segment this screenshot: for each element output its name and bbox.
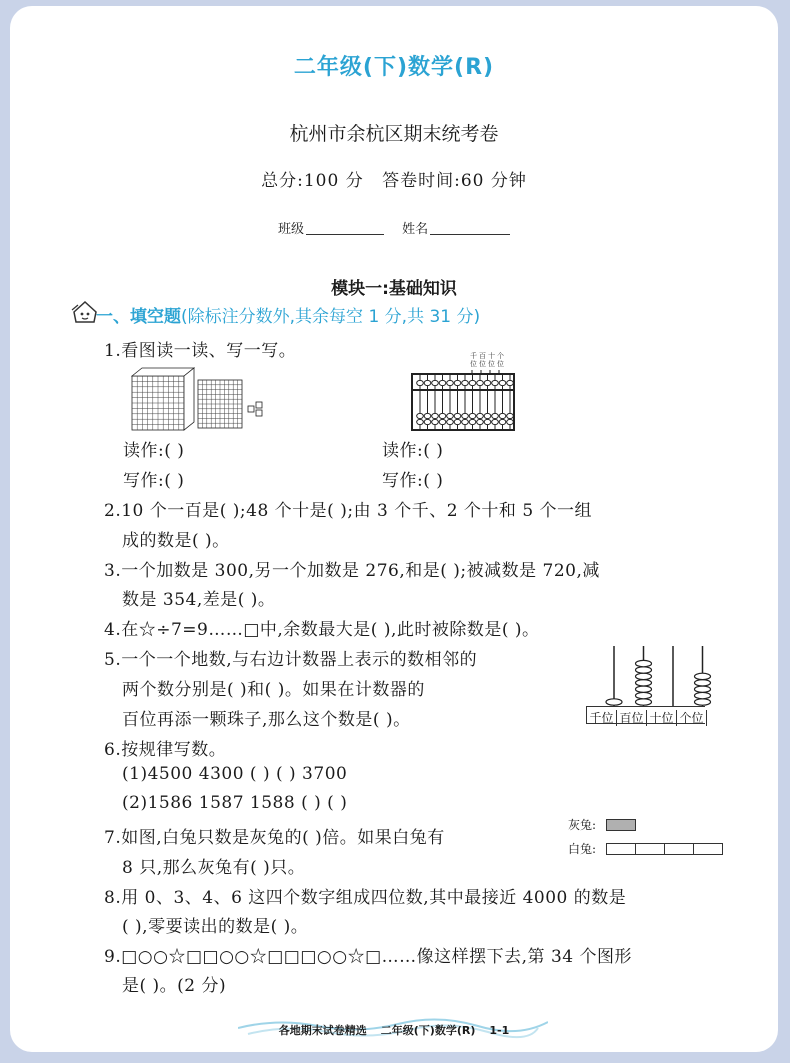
question-9-line-1: 9.□○○☆□□○○☆□□□○○☆□……像这样摆下去,第 34 个图形 (104, 947, 632, 967)
question-9-line-2: 是( )。(2 分) (122, 976, 227, 996)
abacus-place-label: 个 位 (497, 352, 504, 368)
exam-time: 答卷时间:60 分钟 (382, 171, 527, 191)
q1-read-right: 读作:( ) (382, 441, 444, 461)
name-label: 姓名 (402, 222, 429, 237)
question-5-line-1: 5.一个一个地数,与右边计数器上表示的数相邻的 (104, 650, 478, 670)
counter-bead (695, 673, 711, 679)
section-note: (除标注分数外,其余每空 1 分,共 31 分) (181, 307, 481, 327)
white-rabbit-segment (665, 843, 694, 855)
white-rabbit-bar (606, 843, 723, 853)
exam-title: 二年级(下)数学(R) (293, 55, 495, 80)
counter-place-cell: 千位 (587, 710, 617, 726)
question-6-part-1: (1)4500 4300 ( ) ( ) 3700 (122, 764, 348, 784)
question-2-line-1: 2.10 个一百是( );48 个十是( );由 3 个千、2 个十和 5 个一组 (104, 501, 593, 521)
white-rabbit-segment (636, 843, 665, 855)
white-rabbit-segment (606, 843, 636, 855)
counter-bead (695, 699, 711, 705)
counter-bead (636, 667, 652, 673)
counter-bead (636, 673, 652, 679)
footer-series: 各地期末试卷精选 (278, 1024, 367, 1037)
gray-rabbit-bar (606, 819, 636, 831)
counter-figure (586, 640, 726, 726)
counter-place-cell: 个位 (677, 710, 707, 726)
section-heading (96, 302, 480, 327)
counter-bead (606, 699, 622, 705)
counter-place-cell: 十位 (647, 710, 677, 726)
page-number: 1-1 (489, 1024, 510, 1037)
counter-place-table (586, 706, 705, 724)
counter-bead (636, 660, 652, 666)
abacus-place-label: 百 位 (479, 352, 486, 368)
score-time-line (10, 166, 778, 191)
name-line (278, 218, 524, 237)
question-6-part-2: (2)1586 1587 1588 ( ) ( ) (122, 793, 348, 813)
question-2-line-2: 成的数是( )。 (122, 531, 230, 551)
white-rabbit-segment (694, 843, 723, 855)
class-label: 班级 (278, 222, 305, 237)
white-rabbit-label: 白兔: (568, 842, 597, 856)
question-8-line-1: 8.用 0、3、4、6 这四个数字组成四位数,其中最接近 4000 的数是 (104, 888, 627, 908)
total-score: 总分:100 分 (261, 171, 364, 191)
question-1: 1.看图读一读、写一写。 (104, 341, 297, 361)
class-field[interactable] (306, 234, 384, 235)
gray-rabbit-label: 灰兔: (568, 818, 597, 832)
footer-subject: 二年级(下)数学(R) (380, 1024, 476, 1037)
counter-bead (636, 680, 652, 686)
exam-subtitle: 杭州市余杭区期末统考卷 (289, 123, 499, 145)
counter-bead (636, 692, 652, 698)
exam-sheet (10, 6, 778, 1052)
name-field[interactable] (430, 234, 510, 235)
counter-bead (695, 686, 711, 692)
question-3-line-1: 3.一个加数是 300,另一个加数是 276,和是( );被减数是 720,减 (104, 561, 600, 581)
counter-place-cell: 百位 (617, 710, 647, 726)
counter-bead (695, 680, 711, 686)
section-title: 一、填空题 (96, 307, 181, 327)
question-3-line-2: 数是 354,差是( )。 (122, 590, 276, 610)
question-8-line-2: ( ),零要读出的数是( )。 (122, 917, 309, 937)
abacus-place-label: 千 位 (470, 352, 477, 368)
question-5-line-2: 两个数分别是( )和( )。如果在计数器的 (122, 680, 425, 700)
question-4: 4.在☆÷7=9……□中,余数最大是( ),此时被除数是( )。 (104, 620, 540, 640)
q1-read-left: 读作:( ) (123, 441, 185, 461)
question-7-line-1: 7.如图,白兔只数是灰兔的( )倍。如果白兔有 (104, 828, 445, 848)
abacus-place-label: 十 位 (488, 352, 495, 368)
q1-write-right: 写作:( ) (382, 471, 444, 491)
counter-bead (636, 686, 652, 692)
counter-drawing (586, 640, 726, 706)
question-5-line-3: 百位再添一颗珠子,那么这个数是( )。 (122, 710, 411, 730)
counter-bead (636, 699, 652, 705)
counter-bead (695, 692, 711, 698)
footer (10, 1022, 778, 1038)
module-heading: 模块一:基础知识 (331, 279, 457, 299)
question-7-line-2: 8 只,那么灰兔有( )只。 (122, 858, 306, 878)
question-6: 6.按规律写数。 (104, 740, 227, 760)
q1-write-left: 写作:( ) (123, 471, 185, 491)
abacus-figure (408, 352, 520, 434)
base-ten-blocks-figure (130, 366, 280, 432)
